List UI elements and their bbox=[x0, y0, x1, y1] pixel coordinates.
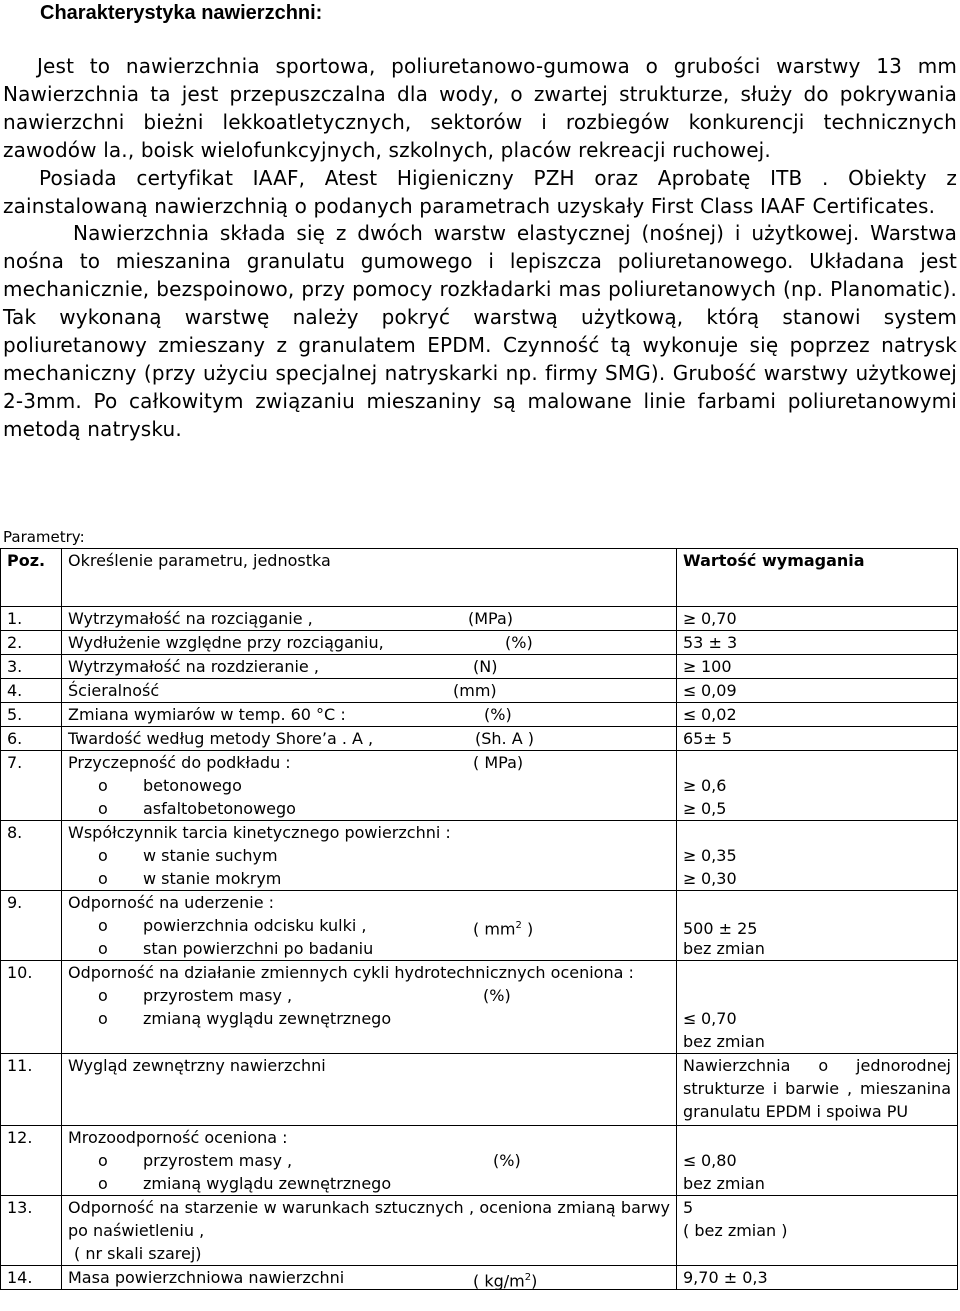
row-pos: 2. bbox=[1, 631, 62, 655]
param-name: Odporność na działanie zmiennych cykli hydrotechnicznych oceniona : bbox=[68, 963, 634, 982]
greater-equal-icon: ≥ bbox=[683, 776, 697, 795]
paragraph: Posiada certyfikat IAAF, Atest Higieniczny PZH oraz Aprobatę ITB . Obiekty z zainstalowaną nawierzchnią o podanych parametrach uzyskały First Class IAAF Certificates. bbox=[3, 165, 957, 218]
row-param bbox=[62, 821, 677, 891]
row-param bbox=[62, 607, 677, 631]
row-param bbox=[62, 631, 677, 655]
param-unit: (%) bbox=[493, 1151, 521, 1170]
row-pos: 7. bbox=[1, 751, 62, 821]
param-note: ( nr skali szarej) bbox=[74, 1244, 202, 1263]
unit-text: ) bbox=[521, 919, 534, 939]
param-unit: (%) bbox=[483, 986, 511, 1005]
value-text: 0,70 bbox=[701, 1009, 737, 1028]
value-text: 0,80 bbox=[701, 1151, 737, 1170]
row-value bbox=[677, 1266, 958, 1290]
row-pos: 6. bbox=[1, 727, 62, 751]
param-name: Wytrzymałość na rozdzieranie , bbox=[68, 657, 319, 676]
value-text: bez zmian bbox=[683, 1032, 765, 1051]
value-text: ( bez zmian ) bbox=[683, 1221, 788, 1240]
bullet-icon: o bbox=[98, 939, 108, 958]
row-param bbox=[62, 655, 677, 679]
row-param bbox=[62, 891, 677, 961]
table-row bbox=[1, 631, 958, 655]
bullet-icon: o bbox=[98, 776, 108, 795]
row-value bbox=[677, 961, 958, 1054]
table-row bbox=[1, 961, 958, 1054]
table-row bbox=[1, 1196, 958, 1266]
row-value bbox=[677, 679, 958, 703]
param-name: Ścieralność bbox=[68, 681, 160, 700]
value-text: 500 ± 25 bbox=[683, 919, 758, 938]
sub-label: stan powierzchni po badaniu bbox=[143, 939, 374, 958]
param-name: Odporność na starzenie w warunkach sztucznych , oceniona zmianą barwy po naświetleniu , bbox=[68, 1198, 670, 1240]
unit-text: ) bbox=[531, 1271, 538, 1291]
table-header-row bbox=[1, 549, 958, 607]
row-param bbox=[62, 751, 677, 821]
row-value bbox=[677, 1126, 958, 1196]
param-unit: (mm) bbox=[453, 681, 497, 700]
row-pos: 8. bbox=[1, 821, 62, 891]
value-text: 0,70 bbox=[701, 609, 737, 628]
sub-label: przyrostem masy , bbox=[143, 986, 293, 1005]
table-row bbox=[1, 821, 958, 891]
sub-label: w stanie suchym bbox=[143, 846, 278, 865]
less-equal-icon: ≤ bbox=[683, 681, 697, 700]
header-pos: Poz. bbox=[1, 549, 62, 607]
row-pos: 4. bbox=[1, 679, 62, 703]
param-name: Wydłużenie względne przy rozciąganiu, bbox=[68, 633, 384, 652]
value-text: 65± 5 bbox=[683, 729, 733, 748]
table-row bbox=[1, 1054, 958, 1126]
greater-equal-icon: ≥ bbox=[683, 846, 697, 865]
row-value bbox=[677, 821, 958, 891]
param-name: Masa powierzchniowa nawierzchni bbox=[68, 1268, 345, 1287]
table-row bbox=[1, 655, 958, 679]
value-text: 0,09 bbox=[701, 681, 737, 700]
sub-label: powierzchnia odcisku kulki , bbox=[143, 916, 367, 935]
row-pos: 11. bbox=[1, 1054, 62, 1126]
bullet-icon: o bbox=[98, 869, 108, 888]
param-unit: (Sh. A ) bbox=[475, 729, 534, 748]
row-param bbox=[62, 961, 677, 1054]
sub-label: zmianą wyglądu zewnętrznego bbox=[143, 1009, 392, 1028]
sub-label: przyrostem masy , bbox=[143, 1151, 293, 1170]
row-pos: 14. bbox=[1, 1266, 62, 1290]
param-unit: ( MPa) bbox=[473, 753, 524, 772]
value-text: 53 ± 3 bbox=[683, 633, 738, 652]
value-text: 0,5 bbox=[701, 799, 727, 818]
unit-text: ( kg/m bbox=[473, 1271, 525, 1291]
param-unit: (%) bbox=[505, 633, 533, 652]
row-param bbox=[62, 1126, 677, 1196]
unit-exponent: 2 bbox=[515, 920, 522, 931]
param-name: Twardość według metody Shore’a . A , bbox=[68, 729, 374, 748]
row-pos: 9. bbox=[1, 891, 62, 961]
header-value: Wartość wymagania bbox=[677, 549, 958, 607]
row-value bbox=[677, 655, 958, 679]
unit-text: ( mm bbox=[473, 919, 516, 939]
table-row bbox=[1, 679, 958, 703]
parameters-table bbox=[0, 548, 958, 1290]
row-pos: 13. bbox=[1, 1196, 62, 1266]
bullet-icon: o bbox=[98, 846, 108, 865]
param-name: Wytrzymałość na rozciąganie , bbox=[68, 609, 313, 628]
row-value bbox=[677, 751, 958, 821]
row-value bbox=[677, 1196, 958, 1266]
table-row bbox=[1, 891, 958, 961]
row-value: Nawierzchnia o jednorodnej strukturze i barwie , mieszanina granulatu EPDM i spoiwa PU bbox=[677, 1054, 958, 1126]
row-pos: 10. bbox=[1, 961, 62, 1054]
param-name: Zmiana wymiarów w temp. 60 °C : bbox=[68, 705, 346, 724]
table-row bbox=[1, 727, 958, 751]
table-row bbox=[1, 703, 958, 727]
value-text: bez zmian bbox=[683, 939, 765, 958]
unit-exponent: 2 bbox=[524, 1272, 532, 1283]
row-pos: 5. bbox=[1, 703, 62, 727]
less-equal-icon: ≤ bbox=[683, 705, 697, 724]
value-text: 0,6 bbox=[701, 776, 727, 795]
paragraph: Nawierzchnia składa się z dwóch warstw elastycznej (nośnej) i użytkowej. Warstwa nośna to mieszanina granulatu gumowego i lepiszcza poliuretanowego. Układana jest mechanicznie, bezspoinowo, przy pomocy rozkładarki mas poliuretanowych (np. Planomatic). Tak wykonaną warstwę należy pokryć warstwą użytkową, którą stanowi system poliuretanowy zmieszany z granulatem EPDM. Czynność tą wykonuje się poprzez natrysk mechaniczny (przy użyciu specjalnej natryskarki np. firmy SMG). Grubość warstwy użytkowej 2-3mm. Po całkowitym związaniu mieszaniny są malowane linie farbami poliuretanowymi metodą natrysku. bbox=[3, 221, 957, 441]
sub-label: w stanie mokrym bbox=[143, 869, 282, 888]
bullet-icon: o bbox=[98, 1009, 108, 1028]
table-row bbox=[1, 751, 958, 821]
value-text: 100 bbox=[701, 657, 732, 676]
row-param bbox=[62, 1266, 677, 1290]
greater-equal-icon: ≥ bbox=[683, 799, 697, 818]
value-text: 9,70 ± 0,3 bbox=[683, 1268, 768, 1287]
row-pos: 12. bbox=[1, 1126, 62, 1196]
param-unit: (MPa) bbox=[468, 609, 514, 628]
row-param bbox=[62, 679, 677, 703]
table-row bbox=[1, 1126, 958, 1196]
table-row bbox=[1, 1266, 958, 1290]
bullet-icon: o bbox=[98, 916, 108, 935]
row-param bbox=[62, 727, 677, 751]
row-param bbox=[62, 1196, 677, 1266]
param-unit: (N) bbox=[473, 657, 498, 676]
less-equal-icon: ≤ bbox=[683, 1009, 697, 1028]
value-text: 5 bbox=[683, 1198, 694, 1217]
row-value bbox=[677, 607, 958, 631]
sub-label: betonowego bbox=[143, 776, 242, 795]
bullet-icon: o bbox=[98, 1174, 108, 1193]
row-value bbox=[677, 703, 958, 727]
value-text: bez zmian bbox=[683, 1174, 765, 1193]
greater-equal-icon: ≥ bbox=[683, 657, 697, 676]
param-name: Współczynnik tarcia kinetycznego powierzchni : bbox=[68, 823, 451, 842]
paragraph: Jest to nawierzchnia sportowa, poliuretanowo-gumowa o grubości warstwy 13 mm Nawierzchnia ta jest przepuszczalna dla wody, o zwartej strukturze, służy do pokrywania nawierzchni bieżni lekkoatletycznych, sektorów i rozbiegów konkurencji technicznych zawodów la., boisk wielofunkcyjnych, szkolnych, placów rekreacji ruchowej. bbox=[3, 54, 957, 162]
description bbox=[3, 53, 957, 444]
bullet-icon: o bbox=[98, 986, 108, 1005]
sub-label: asfaltobetonowego bbox=[143, 799, 296, 818]
row-param bbox=[62, 1054, 677, 1126]
param-unit bbox=[473, 1266, 537, 1292]
greater-equal-icon: ≥ bbox=[683, 609, 697, 628]
section-heading: Charakterystyka nawierzchni: bbox=[40, 2, 323, 24]
less-equal-icon: ≤ bbox=[683, 1151, 697, 1170]
row-value bbox=[677, 891, 958, 961]
param-name: Przyczepność do podkładu : bbox=[68, 753, 291, 772]
greater-equal-icon: ≥ bbox=[683, 869, 697, 888]
value-text: 0,35 bbox=[701, 846, 737, 865]
value-text: 0,02 bbox=[701, 705, 737, 724]
row-pos: 3. bbox=[1, 655, 62, 679]
row-value bbox=[677, 727, 958, 751]
row-pos: 1. bbox=[1, 607, 62, 631]
bullet-icon: o bbox=[98, 799, 108, 818]
row-value bbox=[677, 631, 958, 655]
value-text: 0,30 bbox=[701, 869, 737, 888]
header-param: Określenie parametru, jednostka bbox=[62, 549, 677, 607]
sub-label: zmianą wyglądu zewnętrznego bbox=[143, 1174, 392, 1193]
bullet-icon: o bbox=[98, 1151, 108, 1170]
param-unit: (%) bbox=[484, 705, 512, 724]
param-name: Odporność na uderzenie : bbox=[68, 893, 275, 912]
param-name: Mrozoodporność oceniona : bbox=[68, 1128, 288, 1147]
row-param bbox=[62, 703, 677, 727]
parameters-caption: Parametry: bbox=[3, 528, 85, 546]
table-row bbox=[1, 607, 958, 631]
param-name: Wygląd zewnętrzny nawierzchni bbox=[68, 1056, 326, 1075]
